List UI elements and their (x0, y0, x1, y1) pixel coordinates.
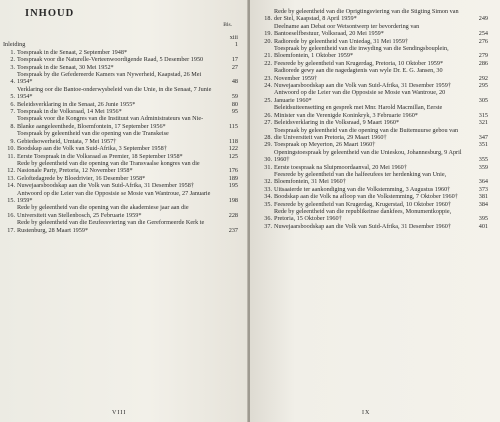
toc-entry (260, 45, 488, 60)
toc-entry-title: Radiorede by geleentheid van Uniedag, 31 Mei 1959† (274, 37, 409, 45)
toc-entry-number: 35. (264, 200, 272, 208)
toc-entry-page: 48 (231, 78, 238, 86)
toc-entry-page: 373 (478, 185, 488, 193)
toc-entry-title: Toespraak voor die Kongres van die Instituut van Administrateurs van Nie-Blanke aangeleenthede, Bloemfontein, 17 September 1956* (17, 115, 204, 130)
toc-entry-number: 10. (7, 145, 15, 153)
toc-entry-number: 16. (7, 211, 15, 219)
toc-entry-number: 32. (264, 178, 272, 186)
toc-entry-page: 17 (231, 56, 238, 64)
toc-entry-number: 30. (264, 156, 272, 164)
toc-entry-number: 20. (264, 37, 272, 45)
toc-entry-number: 2. (10, 56, 15, 64)
toc-entry-title: Antwoord op die Leier van die Opposisie se Mosie van Wantroue, 27 Januarie 1959* (17, 189, 211, 204)
toc-entry (3, 145, 238, 152)
toc-entry (3, 160, 238, 175)
toc-entry-number: 17. (7, 226, 15, 234)
page-number-footer: VIII (112, 410, 127, 416)
toc-entry-title: Antwoord op die Leier van die Opposisie se Mosie van Wantroue, 20 Januarie 1960* (274, 89, 446, 104)
toc-entry-number: 4. (10, 78, 15, 86)
toc-entry-number: 9. (10, 137, 15, 145)
toc-entry-number: 13. (7, 174, 15, 182)
toc-entry (3, 71, 238, 86)
toc-entry (3, 108, 238, 115)
toc-entry-number: 33. (264, 185, 272, 193)
toc-entry-page: 195 (228, 182, 238, 190)
toc-entry (260, 89, 488, 104)
toc-entry (3, 190, 238, 205)
toc-entry-page: 279 (478, 52, 488, 60)
toc-entry (260, 23, 488, 38)
toc-entry-title: Toespraak by geleentheid van die inwyding van die Sendingsbouplein, Bloemfontein, 1 Oktober 1959* (274, 45, 449, 60)
toc-entry-number: 19. (264, 30, 272, 38)
toc-entry (3, 115, 238, 130)
toc-entry-title: Beleidsverklaring in die Senaat, 26 Junie 1955* (17, 100, 136, 108)
toc-entry (260, 149, 488, 164)
toc-entry-title: Toespraak by geleentheid van die opening van die Buitemuurse gebou van die Universiteit van Pretoria, 29 Maart 1960† (274, 126, 459, 141)
toc-entry-title: Feesrede by geleentheid van die halfeeufees ter herdenking van Unie, Bloemfontein, 31 Mei 1960† (274, 170, 447, 186)
toc-entry-number: 26. (264, 111, 272, 119)
toc-entry-page: 95 (231, 108, 238, 116)
toc-entry-number: 15. (7, 196, 15, 204)
toc-entry-title: Toespraak op Meyerton, 26 Maart 1960† (274, 141, 376, 149)
toc-entry-title: Beleidsverklaring in die Volksraad, 9 Maart 1960* (274, 119, 400, 127)
toc-entry-page: 364 (478, 178, 488, 186)
toc-entry (260, 141, 488, 148)
toc-entry-page: 395 (478, 215, 488, 223)
toc-entry (260, 82, 488, 89)
toc-entry-page: 315 (478, 111, 488, 119)
toc-entry (260, 119, 488, 126)
page-heading: INHOUD (25, 8, 75, 19)
toc-entry (260, 67, 488, 82)
toc-entry-number: 1. (10, 48, 15, 56)
toc-entry-page: 359 (478, 163, 488, 171)
toc-entry-title: Toespraak in die Senaat, 2 September 1948* (17, 48, 128, 56)
toc-entry (260, 193, 488, 200)
toc-entry-page: xiii (229, 34, 238, 41)
toc-entry-number: 31. (264, 163, 272, 171)
toc-entry-page: 122 (228, 145, 238, 153)
toc-entry (3, 86, 238, 101)
toc-entry-page: 118 (228, 137, 238, 145)
toc-entry-number: 7. (10, 108, 15, 116)
toc-entry-title: Deelname aan Debat oor Wetsontwerp ter bevordering van Bantoeselfbestuur, Volksraad, 20 Mei 1959* (274, 22, 420, 38)
toc-entry (3, 175, 238, 182)
toc-entry-title: Feesrede by geleentheid van Krugerdag, Pretoria, 10 Oktober 1959* (274, 59, 444, 67)
toc-entry-number: 6. (10, 100, 15, 108)
toc-entry (3, 204, 238, 219)
toc-entry (3, 153, 238, 160)
toc-entry-page: 321 (478, 119, 488, 127)
right-page (250, 0, 500, 422)
toc-entry (3, 49, 238, 56)
toc-entry (3, 130, 238, 145)
toc-entry-title: Boodskap aan die Volk van Suid-Afrika, 3 September 1958† (17, 145, 167, 153)
toc-entry-page: 27 (231, 63, 238, 71)
page-number-footer: IX (362, 410, 371, 416)
toc-entry (260, 127, 488, 142)
toc-entry-page: 381 (478, 193, 488, 201)
toc-list-right (260, 8, 488, 230)
toc-list-left (3, 34, 238, 234)
toc-entry-title: Inleiding (3, 41, 26, 49)
toc-entry (260, 164, 488, 171)
toc-entry-number: 14. (7, 182, 15, 190)
toc-entry (3, 41, 238, 48)
toc-entry-number: 21. (264, 52, 272, 60)
toc-entry-page: 115 (228, 122, 238, 130)
toc-entry-title: Uitsaaierde ter aankondiging van die Volkstemming, 3 Augustus 1960† (274, 185, 451, 193)
toc-entry-page: 1 (234, 41, 238, 49)
toc-entry-page: 384 (478, 200, 488, 208)
toc-entry-title: Feesrede by geleentheid van Krugerdag, Krugerstad, 10 Oktober 1960† (274, 200, 451, 208)
toc-entry-title: Boodskap aan die Volk na afloop van die Volkstemming, 7 Oktober 1960† (274, 193, 458, 201)
page-column-label: Bls. (223, 22, 232, 28)
toc-entry-title: Rede by geleentheid van die Oprigtingsviering van die Stigting Simon van der Stel, Kaapstad, 8 April 1959* (274, 8, 459, 23)
toc-entry-number: 23. (264, 74, 272, 82)
toc-entry-page: 176 (228, 167, 238, 175)
toc-entry-title: Beleidsuiteensetting en gesprek met Mnr. Harold Macmillan, Eerste Minister van die Verenigde Koninkryk, 3 Februarie 1960* (274, 104, 443, 119)
toc-entry-title: Toespraak by geleentheid van die opening van die Transkeise Gebiedsowerheid, Umtata, 7 Mei 1957† (17, 130, 169, 145)
toc-entry-number: 22. (264, 59, 272, 67)
toc-entry-number: 29. (264, 141, 272, 149)
toc-entry (260, 8, 488, 23)
toc-entry-number: 12. (7, 167, 15, 175)
toc-entry-page: 276 (478, 37, 488, 45)
toc-entry-page: 237 (228, 226, 238, 234)
toc-entry (260, 201, 488, 208)
toc-entry-number: 25. (264, 96, 272, 104)
toc-entry (260, 171, 488, 186)
toc-entry-number: 11. (7, 152, 15, 160)
toc-entry (260, 60, 488, 67)
toc-entry-page: 351 (478, 141, 488, 149)
toc-entry-number: 36. (264, 215, 272, 223)
toc-entry-title: Radiorede gewy aan die nagedagtenis van wyle Dr. E. G. Jansen, 30 November 1959† (274, 67, 443, 82)
toc-entry (3, 219, 238, 234)
toc-entry-page: 347 (478, 133, 488, 141)
toc-entry (3, 34, 238, 41)
toc-entry-page: 125 (228, 152, 238, 160)
toc-entry (3, 182, 238, 189)
toc-entry-number: 27. (264, 119, 272, 127)
toc-entry (260, 38, 488, 45)
toc-entry-page: 292 (478, 74, 488, 82)
toc-entry-number: 28. (264, 133, 272, 141)
toc-entry-page: 295 (478, 82, 488, 90)
left-page (0, 0, 248, 422)
toc-entry-number: 3. (10, 63, 15, 71)
toc-entry-number: 34. (264, 193, 272, 201)
toc-entry-title: Eerste toespraak na Sluipmoordaanval, 20 Mei 1960† (274, 163, 407, 171)
toc-entry-page: 254 (478, 30, 488, 38)
toc-entry (260, 223, 488, 230)
toc-entry-page: 249 (478, 15, 488, 23)
toc-entry (3, 64, 238, 71)
toc-entry-title: Toespraak in die Senaat, 30 Mei 1952* (17, 63, 114, 71)
toc-entry-page: 305 (478, 96, 488, 104)
toc-entry-page: 228 (228, 211, 238, 219)
toc-entry-number: 37. (264, 222, 272, 230)
toc-entry-page: 189 (228, 174, 238, 182)
toc-entry-number: 18. (264, 15, 272, 23)
toc-entry-title: Nuwejaarsboodskap aan die Volk van Suid-Afrika, 31 Desember 1958† (17, 182, 194, 190)
toc-entry-page: 198 (228, 196, 238, 204)
toc-entry-title: Toespraak in die Volksraad, 14 Mei 1956* (17, 108, 122, 116)
toc-entry-page: 286 (478, 59, 488, 67)
toc-entry-page: 59 (231, 93, 238, 101)
toc-entry-title: Geloftedagrede by Bloedrivier, 16 Desember 1958* (17, 174, 146, 182)
toc-entry (260, 104, 488, 119)
toc-entry (260, 208, 488, 223)
toc-entry-number: 5. (10, 93, 15, 101)
toc-entry-page: 355 (478, 156, 488, 164)
toc-entry-page: 80 (231, 100, 238, 108)
toc-entry-title: Rede by geleentheid van die opening van die akademiese jaar aan die Universiteit van Stellenbosch, 25 Februarie 1959* (17, 204, 189, 219)
toc-entry-title: Nuwejaarsboodskap aan die Volk van Suid-Afrika, 31 Desember 1960† (274, 222, 451, 230)
toc-entry-title: Rede by geleentheid van die opening van die Transvaalse kongres van die Nasionale Party, Pretoria, 12 November 1958* (17, 159, 200, 175)
toc-entry-title: Nuwejaarsboodskap aan die Volk van Suid-Afrika, 31 Desember 1959† (274, 82, 451, 90)
toc-entry-number: 8. (10, 122, 15, 130)
toc-entry-title: Rede by geleentheid van die republikeinse dankfees, Monumentkoppie, Pretoria, 15 Oktober 1960† (274, 207, 452, 223)
toc-entry-page: 401 (478, 222, 488, 230)
toc-entry-title: Toespraak by die Gefedereerde Kamers van Nywerheid, Kaapstad, 26 Mei 1954* (17, 71, 202, 86)
toc-entry (3, 101, 238, 108)
toc-entry-title: Eerste Toespraak in die Volksraad as Premier, 18 September 1958* (17, 152, 183, 160)
toc-entry-title: Toespraak voor die Naturelle-Verteenwoordigende Raad, 5 Desember 1950 (17, 56, 204, 64)
toc-entry-title: Verklaring oor die Bantoe-onderwysbeleid van die Unie, in die Senaat, 7 Junie 1954* (17, 85, 212, 101)
toc-entry-title: Rede by geleentheid van die Eeufeesviering van die Gereformeerde Kerk te Rustenburg, 28 Maart 1959* (17, 219, 205, 234)
toc-entry-number: 24. (264, 82, 272, 90)
toc-entry (3, 56, 238, 63)
toc-entry (260, 186, 488, 193)
toc-entry-title: Openingstoespraak by geleentheid van die Unieskou, Johannesburg, 9 April 1960† (274, 148, 462, 164)
